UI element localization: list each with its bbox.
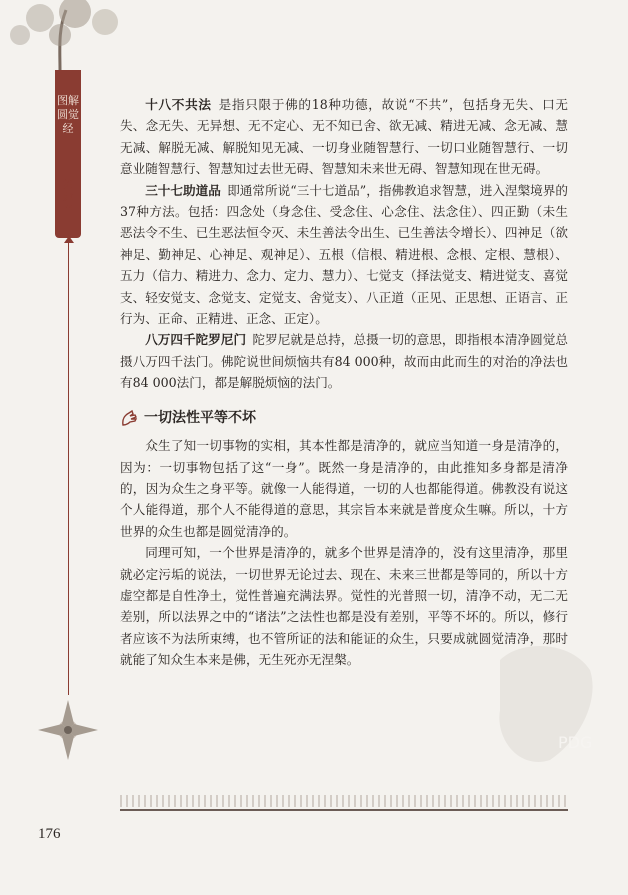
term-text: 即通常所说“三十七道品”，指佛教追求智慧，进入涅槃境界的37种方法。包括：四念处（身念住、受念住、心念住、法念住）、四正勤（未生恶法令不生、已生恶法恒令灭、未生善法令出生、已生善法令增长）、四神足（欲神足、勤神足、心神足、观神足）、五根（信根、精进根、念根、定根、慧根）、五力（信力、精进力、念力、定力、慧力）、七觉支（择法觉支、精进觉支、喜觉支、轻安觉支、念觉支、定觉支、舍觉支）、八正道（正见、正思想、正语言、正行为、正命、正精进、正念、正定）。 (120, 182, 569, 327)
chapter-label: 第肆章 (62, 178, 74, 217)
term-label: 三十七助道品 (145, 182, 221, 198)
term-text: 陀罗尼就是总持，总摄一切的意思，即指根本清净圆觉总摄八万四千法门。佛陀说世间烦恼共有84 000种，故而由此而生的对治的净法也有84 000法门，都是解脱烦恼的法门。 (120, 332, 569, 391)
main-content (120, 94, 568, 671)
watermark-seal (480, 630, 610, 780)
footer-decoration (120, 795, 568, 807)
section-title: 一切法性平等不坏 (144, 409, 256, 426)
side-line (68, 240, 69, 695)
term-text: 是指只限于佛的18种功德，故说“不共”，包括身无失、口无失、念无失、无异想、无不定心、无不知已舍、欲无减、精进无减、念无减、慧无减、解脱无减、解脱知见无减、一切身业随智慧行、一切口业随智慧行、一切意业随智慧行、智慧知过去世无碍、智慧知未来世无碍、智慧知现在世无碍。 (120, 97, 568, 177)
page-number: 176 (38, 826, 61, 842)
section-paragraph: 同理可知，一个世界是清净的，就多个世界是清净的，没有这里清净，那里就必定污垢的说法，一切世界无论过去、现在、未来三世都是等同的，所以十方虚空都是自性净土，觉性普遍充满法界。觉性的光普照一切，清净不动，无二无差别，所以法界之中的“诸法”之法性也都是没有差别，平等不坏的。所以，修行者应该不为法所束缚，也不管所证的法和能证的众生，只要成就圆觉清净，那时就能了知众生本来是佛，无生死亦无涅槃。 (120, 545, 568, 668)
term-label: 十八不共法 (145, 97, 212, 112)
footer-rule (120, 809, 568, 811)
hand-icon (120, 409, 140, 427)
lotus-ornament-icon (28, 690, 108, 770)
tree-illustration (0, 0, 140, 70)
arrow-up-icon (64, 236, 74, 243)
paragraph-term-3 (120, 329, 568, 393)
section-paragraph: 众生了知一切事物的实相，其本性都是清净的，就应当知道一身是清净的，因为：一切事物包括了这“一身”。既然一身是清净的，由此推知多身都是清净的，因为众生之身平等。就像一人能得道，一切的人也都能得道。佛教没有说这个人能得道，那个人不能得道的意思，其宗旨本来就是普度众生嘛。所以，十方世界的众生也都是圆觉清净的。 (120, 438, 568, 539)
paragraph-term-1 (120, 94, 568, 180)
term-label: 八万四千陀罗尼门 (145, 332, 247, 348)
book-title: 图解圆觉经 (57, 94, 79, 135)
paragraph-term-2 (120, 180, 568, 330)
section-heading (120, 408, 568, 429)
watermark-text: PDG (558, 733, 593, 752)
